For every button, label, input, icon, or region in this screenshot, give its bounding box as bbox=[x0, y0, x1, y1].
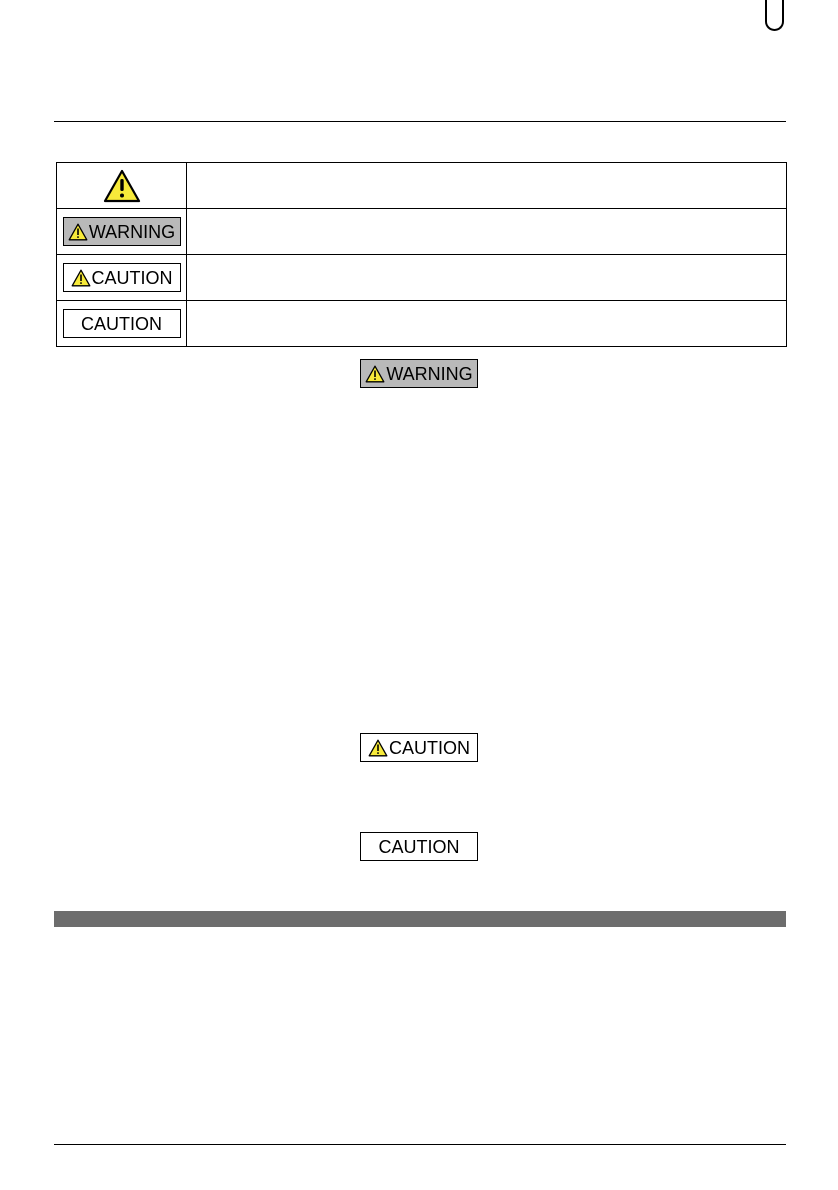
legend-symbol-cell bbox=[57, 209, 187, 255]
legend-description-cell bbox=[187, 209, 787, 255]
legend-symbol-cell bbox=[57, 163, 187, 209]
caution-section-heading bbox=[360, 733, 478, 762]
caution-heading-text: CAUTION bbox=[389, 737, 470, 758]
legend-symbol-cell bbox=[57, 255, 187, 301]
caution-label-text: CAUTION bbox=[81, 313, 162, 334]
warning-heading-text: WARNING bbox=[386, 363, 473, 384]
safety-symbol-legend bbox=[56, 162, 787, 347]
caution-label-text: CAUTION bbox=[91, 267, 173, 288]
legend-description-cell bbox=[187, 255, 787, 301]
warning-triangle-icon bbox=[57, 169, 186, 203]
legend-row-caution-plain bbox=[57, 301, 787, 347]
warning-triangle-icon bbox=[71, 269, 91, 287]
legend-row-alert bbox=[57, 163, 787, 209]
caution-label bbox=[63, 263, 181, 292]
warning-section-heading bbox=[360, 359, 478, 388]
legend-row-warning bbox=[57, 209, 787, 255]
warning-label-text: WARNING bbox=[88, 221, 176, 242]
caution-plain-heading-text: CAUTION bbox=[378, 836, 460, 857]
caution-plain-label bbox=[63, 309, 181, 338]
header-rule bbox=[54, 121, 786, 122]
legend-symbol-cell bbox=[57, 301, 187, 347]
bookmark-tab bbox=[765, 0, 784, 31]
warning-triangle-icon bbox=[368, 739, 388, 757]
footer-rule bbox=[54, 1144, 786, 1145]
legend-description-cell bbox=[187, 301, 787, 347]
section-header-bar bbox=[54, 911, 786, 927]
caution-plain-section-heading bbox=[360, 832, 478, 861]
legend-description-cell bbox=[187, 163, 787, 209]
legend-row-caution-triangle bbox=[57, 255, 787, 301]
warning-triangle-icon bbox=[68, 223, 88, 241]
warning-label bbox=[63, 217, 181, 246]
warning-triangle-icon bbox=[365, 365, 385, 383]
